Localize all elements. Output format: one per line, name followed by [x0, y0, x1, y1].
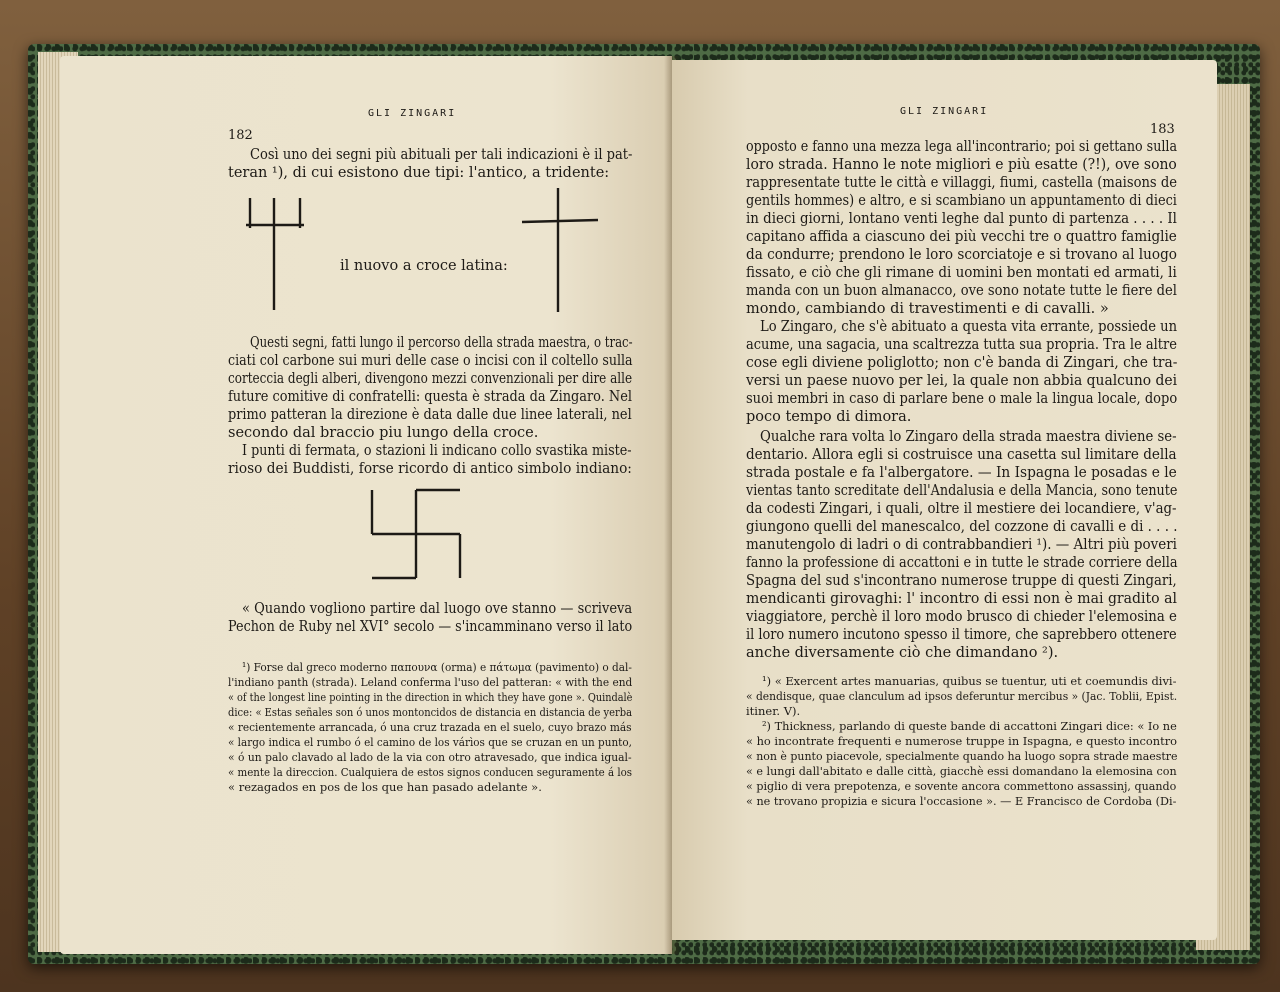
text-line: ciati col carbone sui muri delle case o incisi con il coltello sulla	[228, 353, 633, 369]
text-line: I punti di fermata, o stazioni li indicano collo svastika miste-	[242, 443, 632, 459]
figure-caption: il nuovo a croce latina:	[340, 258, 508, 274]
text-line: loro strada. Hanno le note migliori e più esatte (?!), ove sono	[746, 157, 1177, 173]
running-head: GLI ZINGARI	[368, 108, 457, 119]
trident-patteran-icon	[246, 198, 306, 316]
running-head: GLI ZINGARI	[900, 106, 989, 117]
text-line: fissato, e ciò che gli rimane di uomini ben montati ed armati, li	[746, 265, 1177, 281]
footnote-line: « ho incontrate frequenti e numerose truppe in Ispagna, e questo incontro	[746, 734, 1178, 748]
footnote-line: « largo indica el rumbo ó el camino de los várìos que se cruzan en un punto,	[228, 735, 632, 749]
footnote-line: itiner. V).	[746, 704, 801, 718]
text-line: « Quando vogliono partire dal luogo ove stanno — scriveva	[242, 601, 633, 617]
text-line: anche diversamente ciò che dimandano ²).	[746, 645, 1059, 661]
right-page	[672, 60, 1217, 940]
text-line: capitano affida a ciascuno dei più vecchi tre o quattro famiglie	[746, 229, 1177, 245]
text-line: corteccia degli alberi, divengono mezzi convenzionali per dire alle	[228, 371, 633, 387]
text-line: opposto e fanno una mezza lega all'incontrario; poi si gettano sulla	[746, 139, 1178, 155]
footnote-line: « piglio di vera prepotenza, e sovente ancora commettono assassinj, quando	[746, 779, 1177, 793]
text-line: Così uno dei segni più abituali per tali indicazioni è il pat-	[250, 147, 633, 163]
page-number: 183	[1150, 122, 1175, 137]
footnote-line: ²) Thickness, parlando di queste bande di accattoni Zingari dice: « Io ne	[762, 719, 1177, 733]
latin-cross-patteran-icon	[520, 188, 600, 314]
swastika-symbol-icon	[370, 488, 462, 580]
text-line: da condurre; prendono le loro scorciatoje e si trovano al luogo	[746, 247, 1177, 263]
text-line: rappresentate tutte le città e villaggi, fiumi, castella (maisons de	[746, 175, 1177, 191]
text-line: fanno la professione di accattoni e in tutte le strade corriere della	[746, 555, 1178, 571]
footnote-line: « recientemente arrancada, ó una cruz trazada en el suelo, cuyo brazo más	[228, 720, 632, 734]
footnote-line: « rezagados en pos de los que han pasado adelante ».	[228, 780, 542, 794]
text-line: vientas tanto screditate dell'Andalusia e della Mancia, sono tenute	[746, 483, 1178, 499]
text-line: Questi segni, fatti lungo il percorso della strada maestra, o trac-	[250, 335, 633, 351]
left-page	[60, 56, 672, 954]
page-number: 182	[228, 128, 253, 143]
text-line: Lo Zingaro, che s'è abituato a questa vita errante, possiede un	[760, 319, 1178, 335]
text-line: dentario. Allora egli si costruisce una casetta sul limitare della	[746, 447, 1177, 463]
text-line: strada postale e fa l'albergatore. — In Ispagna le posadas e le	[746, 465, 1177, 481]
footnote-line: « of the longest line pointing in the direction in which they have gone ». Quindalè	[228, 690, 633, 704]
text-line: suoi membri in caso di parlare bene o male la lingua locale, dopo	[746, 391, 1178, 407]
footnote-line: ¹) « Exercent artes manuarias, quibus se tuentur, uti et coemundis divi-	[762, 674, 1177, 688]
text-line: mondo, cambiando di travestimenti e di cavalli. »	[746, 301, 1109, 317]
text-line: gentils hommes) e altro, e si scambiano un appuntamento di dieci	[746, 193, 1177, 209]
text-line: viaggiatore, perchè il loro modo brusco di chieder l'elemosina e	[746, 609, 1177, 625]
text-line: manutengolo di ladri o di contrabbandieri ¹). — Altri più poveri	[746, 537, 1177, 553]
footnote-line: l'indiano panth (strada). Leland conferma l'uso del patteran: « with the end	[228, 675, 633, 689]
text-line: Spagna del sud s'incontrano numerose truppe di questi Zingari,	[746, 573, 1177, 589]
text-line: in dieci giorni, lontano venti leghe dal punto di partenza . . . . Il	[746, 211, 1177, 227]
text-line: secondo dal braccio piu lungo della croce.	[228, 425, 539, 441]
text-line: cose egli diviene poliglotto; non c'è banda di Zingari, che tra-	[746, 355, 1178, 371]
text-line: future comitive di confratelli: questa è strada da Zingaro. Nel	[228, 389, 632, 405]
text-line: giungono quelli del manescalco, del cozzone di cavalli e di . . . .	[746, 519, 1178, 535]
footnote-line: « ne trovano propizia e sicura l'occasione ». — E Francisco de Cordoba (Di-	[746, 794, 1177, 808]
text-line: da codesti Zingari, i quali, oltre il mestiere dei locandiere, v'ag-	[746, 501, 1177, 517]
footnote-line: « non è punto piacevole, specialmente quando ha luogo sopra strade maestre	[746, 749, 1178, 763]
text-line: teran ¹), di cui esistono due tipi: l'antico, a tridente:	[228, 165, 610, 181]
text-line: manda con un buon almanacco, ove sono notate tutte le fiere del	[746, 283, 1177, 299]
footnote-line: « ó un palo clavado al lado de la via con otro atravesado, que indica igual-	[228, 750, 632, 764]
text-line: mendicanti girovaghi: l' incontro di essi non è mai gradito al	[746, 591, 1177, 607]
footnote-line: « e lungi dall'abitato e dalle città, giacchè essi domandano la elemosina con	[746, 764, 1177, 778]
footnote-line: dice: « Estas señales son ó unos montoncidos de distancia en distancia de yerba	[228, 705, 633, 719]
text-line: poco tempo di dimora.	[746, 409, 912, 425]
text-line: Qualche rara volta lo Zingaro della strada maestra diviene se-	[760, 429, 1177, 445]
text-line: rioso dei Buddisti, forse ricordo di antico simbolo indiano:	[228, 461, 632, 477]
text-line: il loro numero incutono spesso il timore, che saprebbero ottenere	[746, 627, 1177, 643]
footnote-line: « dendisque, quae clanculum ad ipsos deferuntur mercibus » (Jac. Toblii, Epist.	[746, 689, 1178, 703]
text-line: Pechon de Ruby nel XVI° secolo — s'incamminano verso il lato	[228, 619, 633, 635]
text-line: versi un paese nuovo per lei, la quale non abbia qualcuno dei	[746, 373, 1178, 389]
footnote-line: « mente la direccion. Cualquiera de estos signos conducen seguramente á los	[228, 765, 633, 779]
footnote-line: ¹) Forse dal greco moderno παπoυνα (orma) e πάτωμα (pavimento) o dal-	[242, 660, 632, 674]
text-line: primo patteran la direzione è data dalle due linee laterali, nel	[228, 407, 632, 423]
text-line: acume, una sagacia, una scaltrezza tutta sua propria. Tra le altre	[746, 337, 1177, 353]
